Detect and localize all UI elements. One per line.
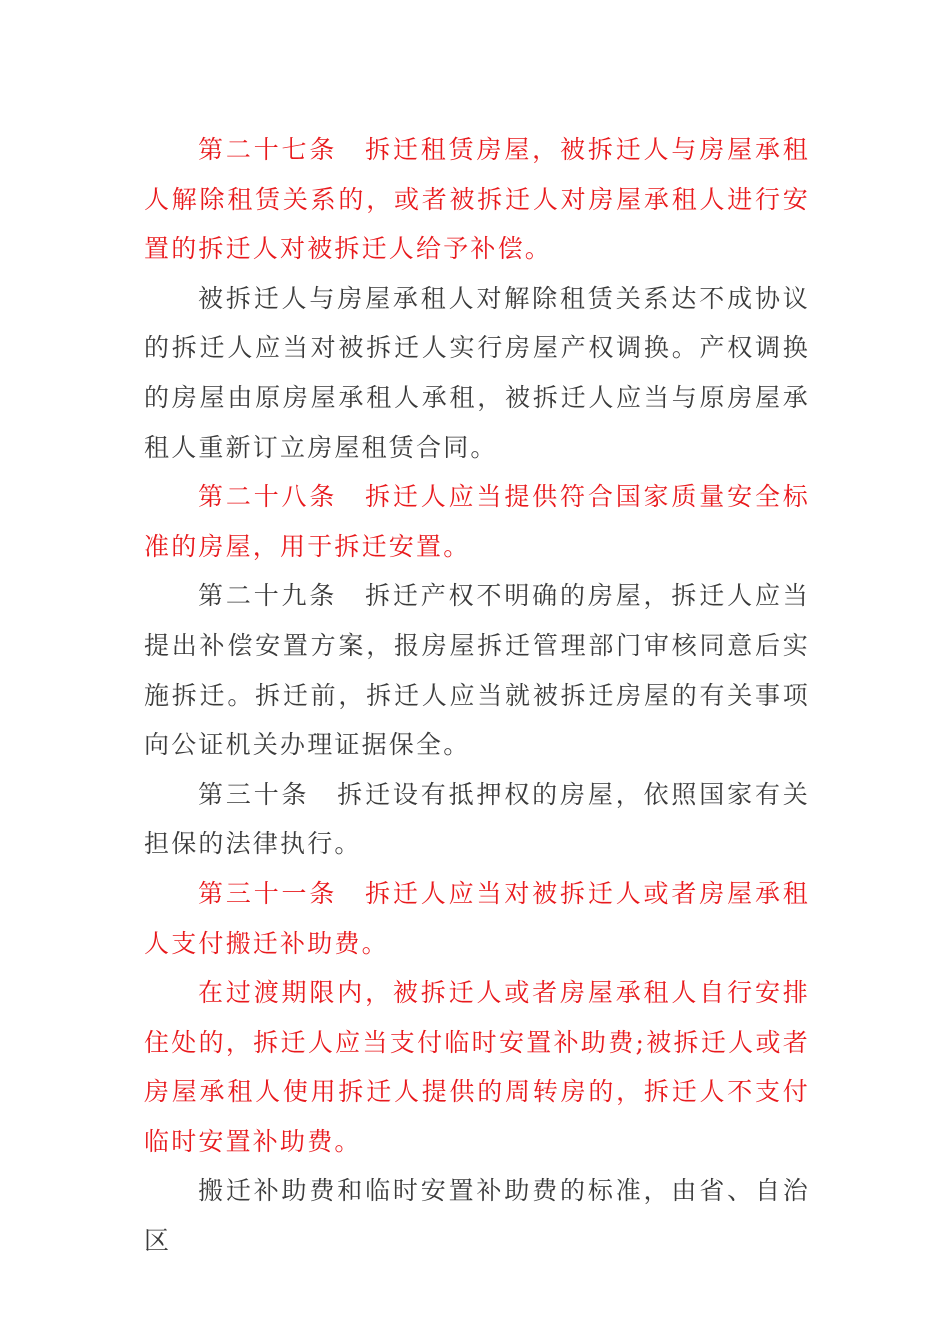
article-29-paragraph: 第二十九条 拆迁产权不明确的房屋，拆迁人应当提出补偿安置方案，报房屋拆迁管理部门审核同意后实施拆迁。拆迁前，拆迁人应当就被拆迁房屋的有关事项向公证机关办理证据保全。 <box>144 581 810 760</box>
document-body <box>144 125 810 1266</box>
article-27-paragraph: 第二十七条 拆迁租赁房屋，被拆迁人与房屋承租人解除租赁关系的，或者被拆迁人对房屋承租人进行安置的拆迁人对被拆迁人给予补偿。 <box>144 135 810 264</box>
article-31-paragraph: 第三十一条 拆迁人应当对被拆迁人或者房屋承租人支付搬迁补助费。 <box>144 878 810 958</box>
article-30-paragraph: 第三十条 拆迁设有抵押权的房屋，依照国家有关担保的法律执行。 <box>144 779 810 859</box>
article-27-tenant-paragraph: 被拆迁人与房屋承租人对解除租赁关系达不成协议的拆迁人应当对被拆迁人实行房屋产权调换。产权调换的房屋由原房屋承租人承租，被拆迁人应当与原房屋承租人重新订立房屋租赁合同。 <box>144 283 810 462</box>
transition-period-paragraph: 在过渡期限内，被拆迁人或者房屋承租人自行安排住处的，拆迁人应当支付临时安置补助费;被拆迁人或者房屋承租人使用拆迁人提供的周转房的，拆迁人不支付临时安置补助费。 <box>144 978 810 1156</box>
subsidy-standard-paragraph: 搬迁补助费和临时安置补助费的标准，由省、自治区 <box>144 1176 810 1256</box>
article-28-paragraph: 第二十八条 拆迁人应当提供符合国家质量安全标准的房屋，用于拆迁安置。 <box>144 482 810 561</box>
